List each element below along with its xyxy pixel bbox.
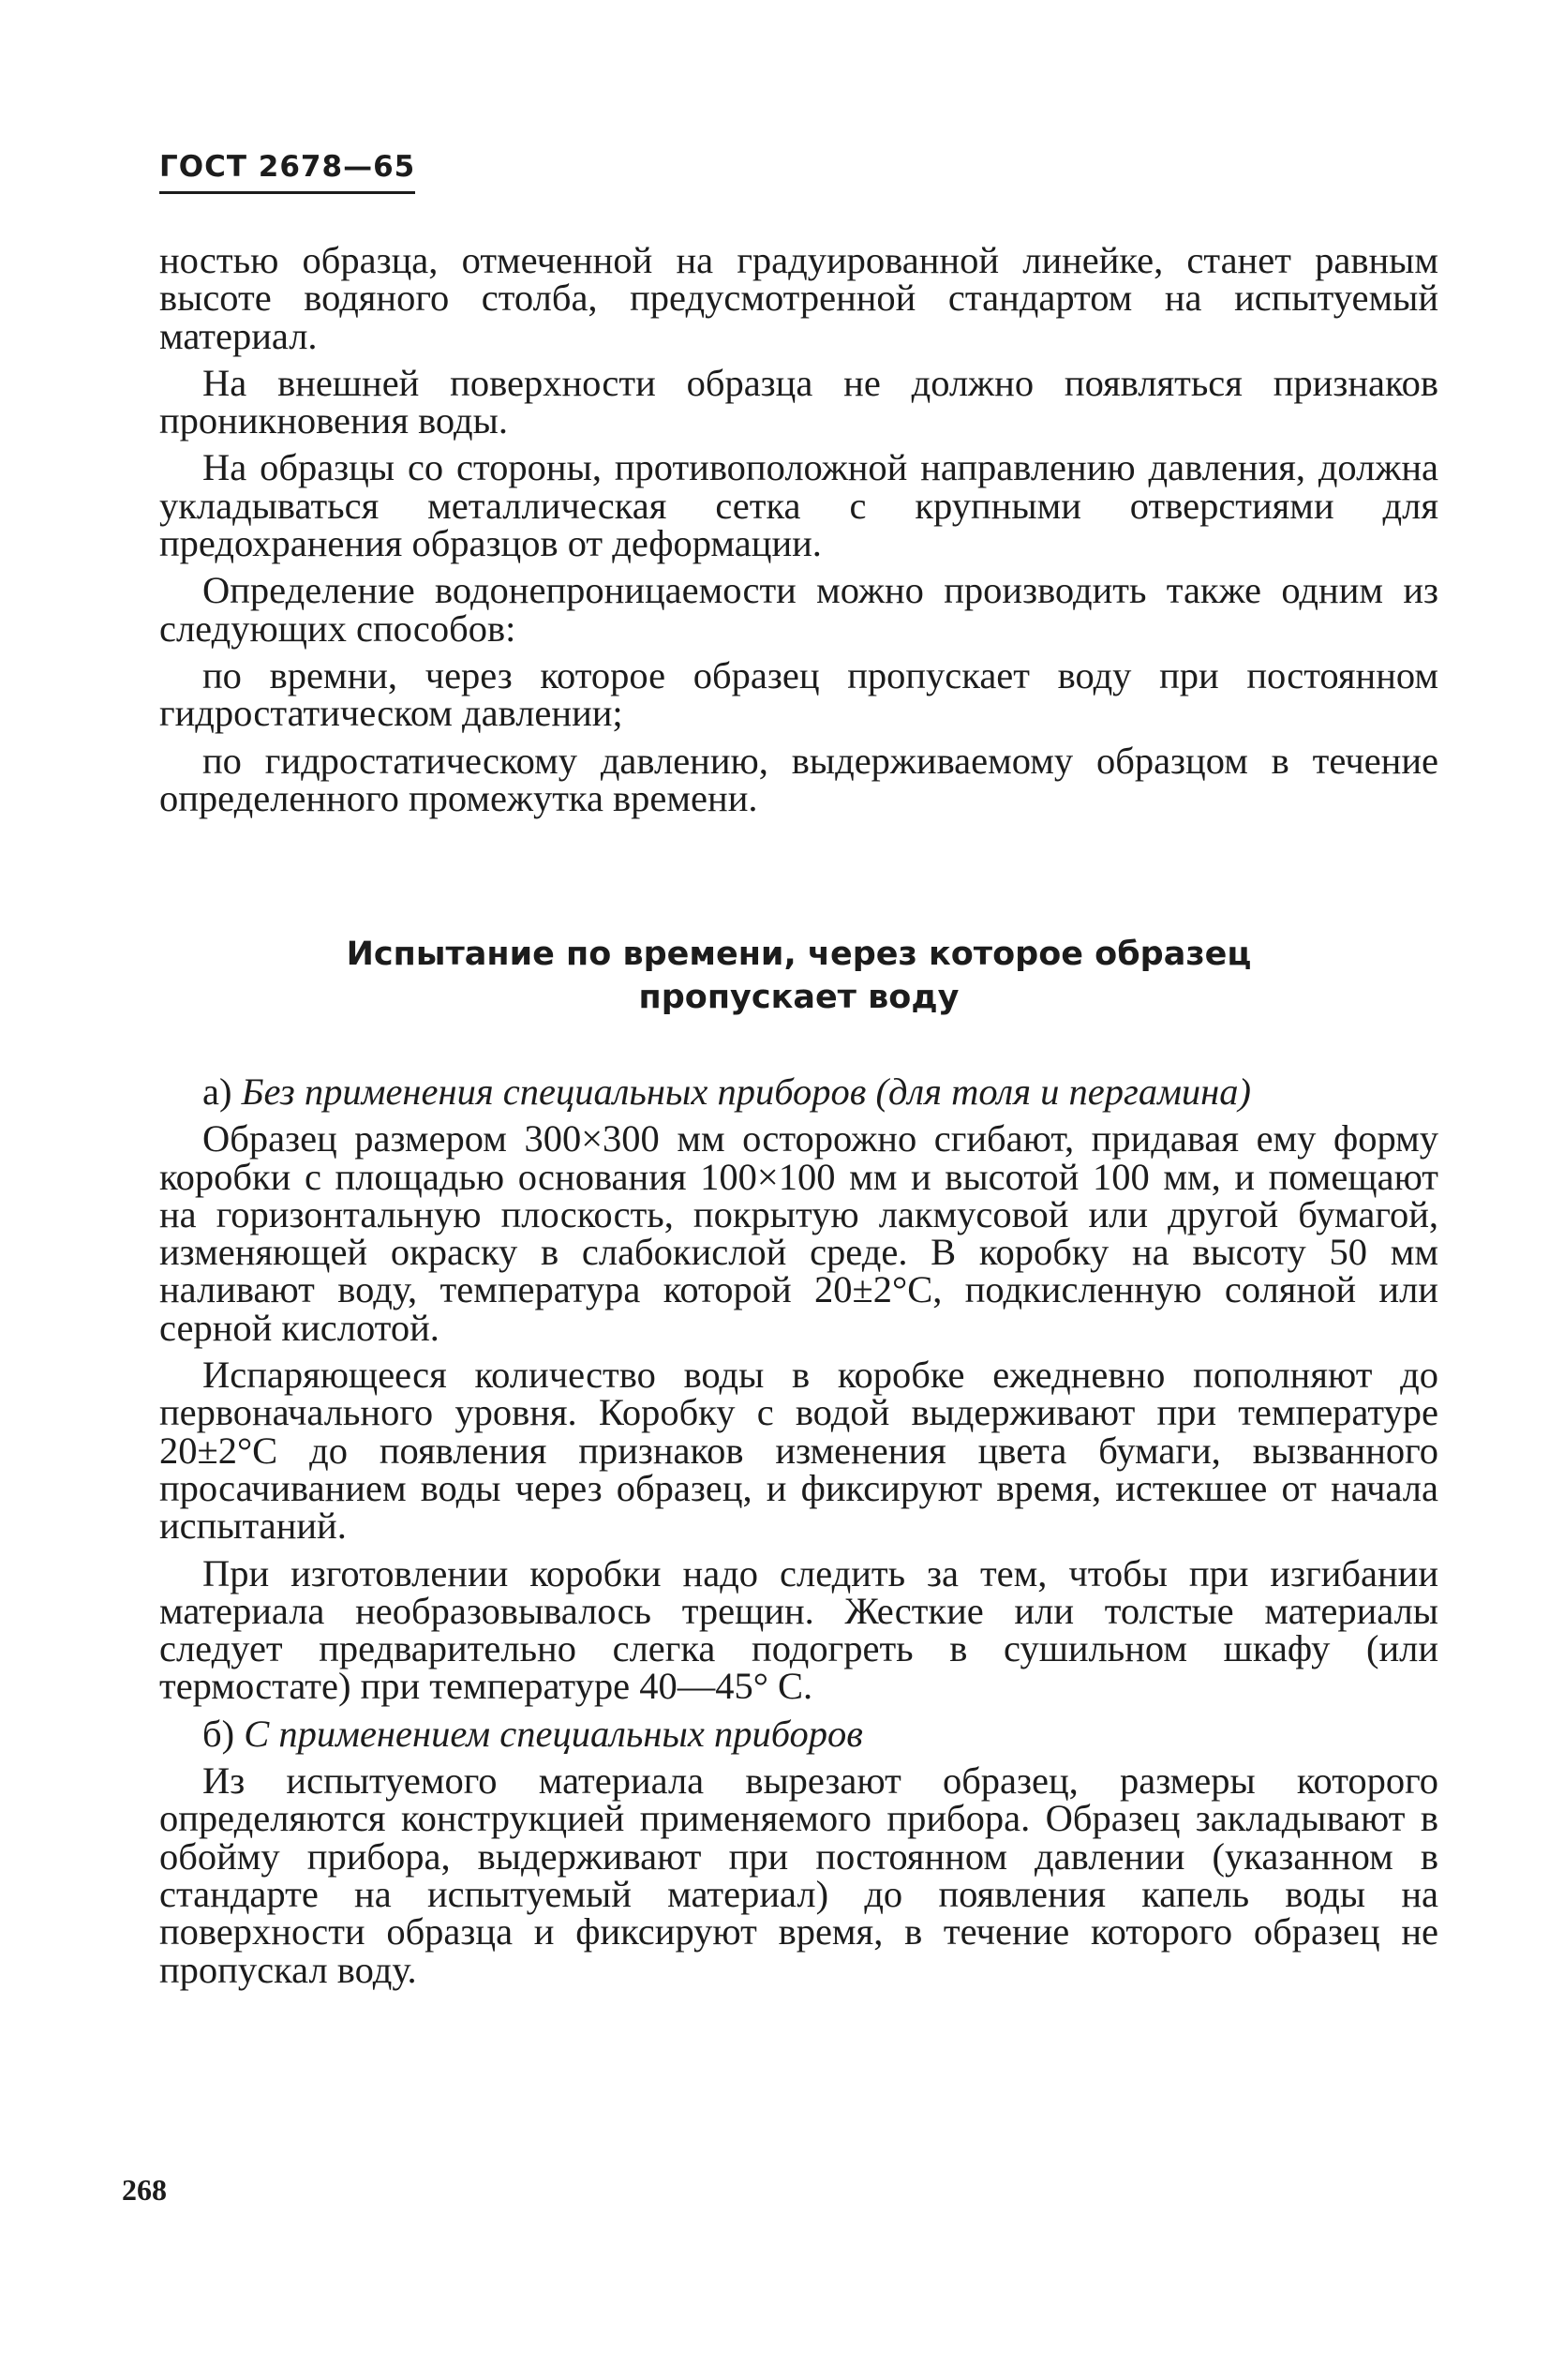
section-title bbox=[159, 933, 1438, 1019]
subsection-b-heading bbox=[159, 1712, 1438, 1755]
paragraph-method-time: по времни, через которое образец пропускает воду при постоянном гидростатическом давлении; bbox=[159, 653, 1438, 735]
section-title-line-1: Испытание по времени, через которое образец bbox=[346, 936, 1252, 973]
paragraph-metal-mesh: На образцы со стороны, противоположной направлению давления, должна укладываться металлическая сетка с крупными отверстиями для предохранения образцов от деформации. bbox=[159, 446, 1438, 565]
subsection-b-title: С применением специальных приборов bbox=[244, 1712, 863, 1755]
paragraph-methods-intro: Определение водонепроницаемости можно производить также одним из следующих способов: bbox=[159, 569, 1438, 650]
paragraph-outer-surface: На внешней поверхности образца не должно появляться признаков проникновения воды. bbox=[159, 361, 1438, 442]
section-body bbox=[159, 1070, 1438, 1998]
standard-code-header: ГОСТ 2678—65 bbox=[159, 150, 415, 194]
subsection-b-label: б) bbox=[202, 1712, 235, 1755]
section-title-line-2: пропускает воду bbox=[638, 979, 960, 1016]
page-number: 268 bbox=[122, 2173, 167, 2207]
subsection-a-title: Без применения специальных приборов (для толя и пергамина) bbox=[241, 1070, 1251, 1113]
intro-text-block bbox=[159, 239, 1438, 827]
paragraph-method-pressure: по гидростатическому давлению, выдерживаемому образцом в течение определенного промежутка времени. bbox=[159, 739, 1438, 819]
subsection-a-label: а) bbox=[202, 1070, 232, 1113]
paragraph-sample-box: Образец размером 300×300 мм осторожно сгибают, придавая ему форму коробки с площадью основания 100×100 мм и высотой 100 мм, и помещают на горизонтальную плоскость, покрытую лакмусовой или другой бумагой, изменяющей окраску в слабокислой среде. В коробку на высоту 50 мм наливают воду, температура которой 20±2°С, подкисленную соляной или серной кислотой. bbox=[159, 1117, 1438, 1349]
paragraph-evaporation: Испаряющееся количество воды в коробке ежедневно пополняют до первоначального уровня. Коробку с водой выдерживают при температуре 20±2°С до появления признаков изменения цвета бумаги, вызванного просачиванием воды через образец, и фиксируют время, истекшее от начала испытаний. bbox=[159, 1354, 1438, 1548]
paragraph-box-manufacture: При изготовлении коробки надо следить за тем, чтобы при изгибании материала необразовывалось трещин. Жесткие или толстые материалы следует предварительно слегка подогреть в сушильном шкафу (или термостате) при температуре 40—45° С. bbox=[159, 1551, 1438, 1708]
paragraph-continuation: ностью образца, отмеченной на градуированной линейке, станет равным высоте водяного столба, предусмотренной стандартом на испытуемый материал. bbox=[159, 239, 1438, 357]
paragraph-special-device: Из испытуемого материала вырезают образец, размеры которого определяются конструкцией применяемого прибора. Образец закладывают в обойму прибора, выдерживают при постоянном давлении (указанном в стандарте на испытуемый материал) до появления капель воды на поверхности образца и фиксируют время, в течение которого образец не пропускал воду. bbox=[159, 1759, 1438, 1991]
subsection-a-heading bbox=[159, 1070, 1438, 1113]
